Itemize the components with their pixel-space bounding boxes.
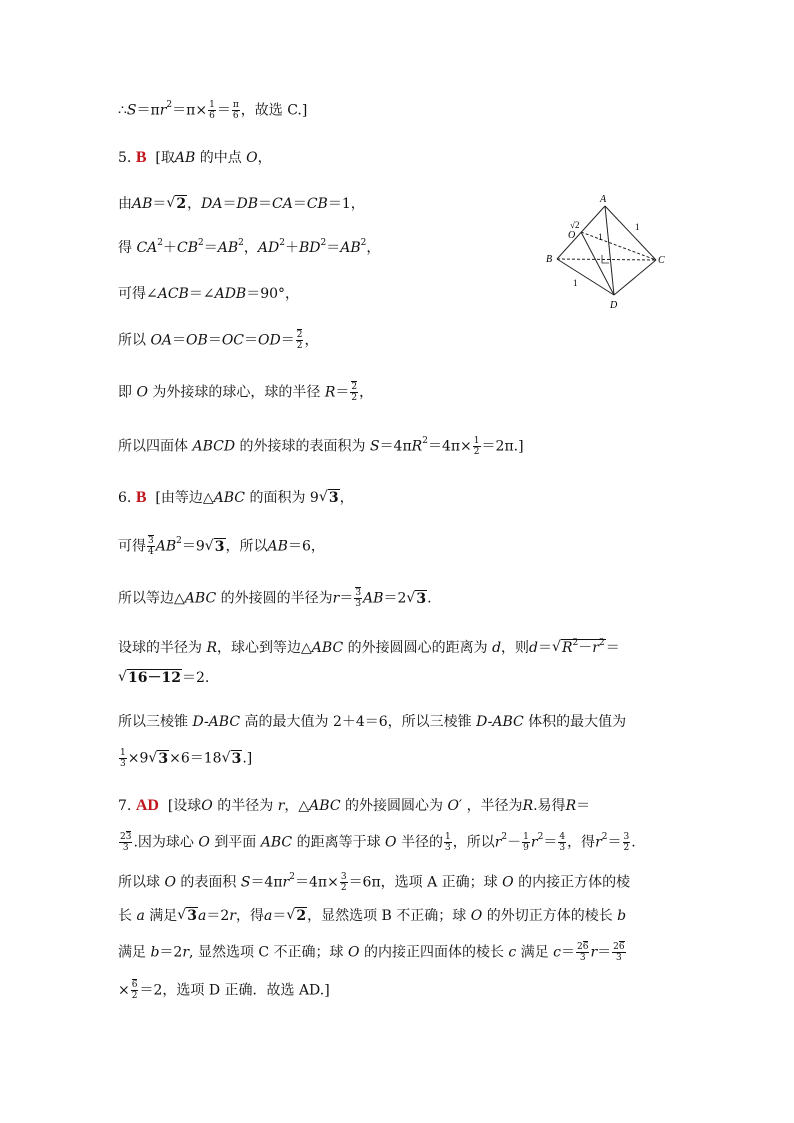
p7-line1: 7. AD [设球O 的半径为 r，△ABC 的外接圆圆心为 O′ ，半径为R.易得R＝	[118, 797, 591, 814]
label-a: A	[600, 194, 607, 205]
label-o: O	[568, 230, 576, 241]
fraction: $\frac{3}{3}$	[355, 588, 362, 609]
edge-ad	[605, 206, 614, 295]
fraction: $\frac{2}{2}$	[351, 382, 358, 403]
p5-line3: 得 $CA^2+CB^2=AB^2$，$AD^2+BD^2=AB^2$，	[118, 238, 381, 256]
edge-cd	[614, 260, 656, 295]
p7-line6: × $\frac{6}{2}$ ＝2，选项 D 正确．故选 AD.]	[118, 980, 330, 1001]
p6-line4: 设球的半径为 R，球心到等边△ABC 的外接圆圆心的距离为 d，则d＝√ $R^2-r^2=$	[118, 638, 620, 658]
p5-line4: 可得∠ACB＝∠ADB＝90°，	[118, 286, 300, 302]
fraction: $\frac{1}{9}$	[523, 832, 529, 853]
label-d: D	[610, 300, 618, 311]
fraction: $\frac{1}{2}$	[473, 436, 480, 457]
problem-number: 7.	[118, 798, 132, 814]
p5-line7: 所以四面体 ABCD 的外接球的表面积为 $S=4\pi R^2=4\pi\times$ $\frac{1}{2}$ ＝2π.]	[118, 436, 524, 457]
fraction: $\frac{3}{2}$	[623, 832, 630, 853]
fraction: $\frac{26}{3}$	[613, 942, 625, 963]
p6-line6: 所以三棱锥 D-ABC 高的最大值为 2＋4＝6，所以三棱锥 D-ABC 体积的最大值为	[118, 714, 627, 730]
p7-line3: 所以球 O 的表面积 $S=4\pi r^2=4\pi\times$ $\frac{3}{2}$ ＝6π，选项 A 正确；球 O 的内接正方体的棱	[118, 872, 631, 893]
fraction: $\frac{3}{2}$	[340, 872, 347, 893]
edge-bd	[557, 259, 614, 295]
answer-label: B	[135, 149, 147, 166]
p7-line2: $\frac{23}{3}$ .因为球心 O 到平面 ABC 的距离等于球 O 半径的 $\frac{1}{3}$ ，所以$r^2-$ $\frac{1}{9}$ $r^2=$ $\frac{4}{3}$ ，得$r^2=$ $\frac{3}{2}$ .	[120, 832, 636, 853]
fraction: $\frac{23}{3}$	[120, 832, 132, 853]
answer-label: B	[135, 489, 147, 506]
label-b: B	[546, 254, 553, 265]
fraction: $\frac{1}{3}$	[120, 748, 126, 769]
fraction: $\frac{1}{6}$	[209, 100, 215, 121]
label-one-right: 1	[635, 222, 640, 232]
fraction: $\frac{4}{3}$	[559, 832, 566, 853]
label-one-bottom: 1	[573, 278, 578, 288]
line-previous-answer: $\therefore S=\pi r^2=\pi\times$ $\frac{1}{6}$ ＝ $\frac{\pi}{6}$ ，故选 C.]	[118, 100, 308, 121]
p5-line6: 即 O 为外接球的球心，球的半径 R＝ $\frac{2}{2}$ ，	[118, 382, 374, 403]
segment-oc	[581, 232, 656, 260]
edge-bc	[557, 259, 656, 260]
label-one-top: 1	[598, 232, 603, 242]
tetrahedron-figure	[540, 190, 680, 315]
fraction: $\frac{2}{2}$	[296, 330, 303, 351]
p6-line7: $\frac{1}{3}$ ×9√ 3×6＝18√ 3.]	[118, 748, 252, 769]
p6-line1: 6. B [由等边△ABC 的面积为 9√ 3，	[118, 488, 354, 508]
p7-line5: 满足 b＝2r, 显然选项 C 不正确；球 O 的内接正四面体的棱长 c 满足 c＝ $\frac{26}{3}$ r＝ $\frac{26}{3}$	[118, 942, 625, 963]
p5-line2: 由AB＝√ 2，DA＝DB＝CA＝CB＝1，	[118, 194, 365, 214]
problem-number: 5.	[118, 150, 132, 166]
p7-line4: 长 a 满足√ 3a＝2r，得a＝√ 2，显然选项 B 不正确；球 O 的外切正方体的棱长 b	[118, 906, 626, 926]
p6-line5: √ 16－12＝2.	[118, 668, 209, 688]
problem-number: 6.	[118, 490, 132, 506]
edge-ac	[605, 206, 656, 260]
fraction: $\frac{\pi}{6}$	[232, 100, 239, 121]
fraction: $\frac{6}{2}$	[131, 980, 138, 1001]
label-sqrt2: √2	[570, 220, 580, 230]
fraction: $\frac{26}{3}$	[577, 942, 589, 963]
label-c: C	[658, 255, 665, 266]
fraction: $\frac{3}{4}$	[148, 536, 154, 557]
p6-line3: 所以等边△ABC 的外接圆的半径为r＝ $\frac{3}{3}$ AB＝2√ 3.	[118, 588, 432, 609]
fraction: $\frac{1}{3}$	[444, 832, 451, 853]
answer-label: AD	[135, 797, 159, 814]
p6-line2: 可得 $\frac{3}{4}$ $AB^2=9√$ 3，所以AB＝6，	[118, 536, 325, 557]
p5-line5: 所以 OA＝OB＝OC＝OD＝ $\frac{2}{2}$ ，	[118, 330, 319, 351]
p5-line1: 5. B [取AB 的中点 O，	[118, 149, 272, 166]
